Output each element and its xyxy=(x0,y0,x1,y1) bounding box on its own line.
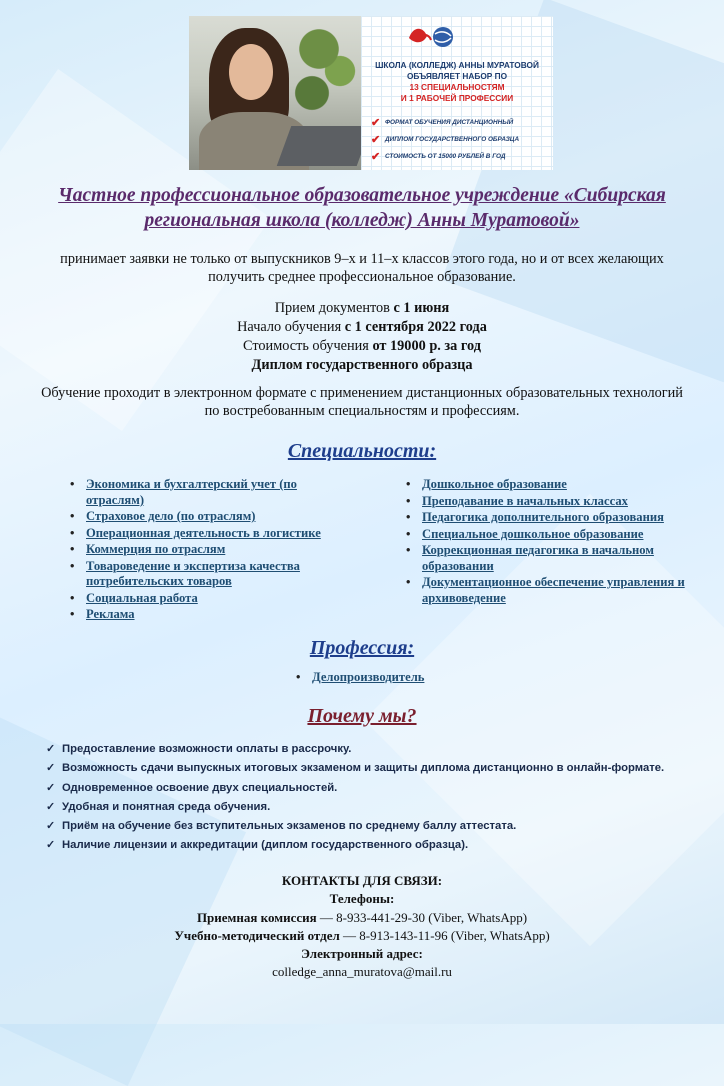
profession-list xyxy=(290,670,490,687)
why-us-list xyxy=(46,742,706,858)
specialties-list-right xyxy=(400,477,700,607)
specialty-item[interactable]: • Реклама xyxy=(64,607,354,623)
check-icon: ✔ xyxy=(371,134,381,146)
specialty-item[interactable]: • Дошкольное образование xyxy=(400,477,700,493)
specialties-heading: Специальности: xyxy=(287,440,437,462)
why-us-heading: Почему мы? xyxy=(307,705,417,727)
banner-title-line: И 1 РАБОЧЕЙ ПРОФЕССИИ xyxy=(400,93,514,103)
methodical-phone[interactable]: Учебно-методический отдел — 8-913-143-11-96 (Viber, WhatsApp) xyxy=(174,927,550,943)
specialty-item[interactable]: • Педагогика дополнительного образования xyxy=(400,510,700,526)
promo-banner xyxy=(189,16,553,170)
tuition-cost: Стоимость обучения от 19000 р. за год xyxy=(242,338,481,354)
admission-dates xyxy=(40,299,684,375)
docs-date: Прием документов с 1 июня xyxy=(274,300,450,316)
why-us-item: ✓ Возможность сдачи выпускных итоговых экзаменом и защиты диплома дистанционно в онлайн-формате. xyxy=(46,761,706,780)
specialty-item[interactable]: • Коррекционная педагогика в начальном образовании xyxy=(400,543,700,574)
why-us-item: ✓ Приём на обучение без вступительных экзаменов по среднему баллу аттестата. xyxy=(46,819,706,838)
student-photo xyxy=(189,16,361,170)
specialty-item[interactable]: • Документационное обеспечение управления и архивоведение xyxy=(400,575,700,606)
check-icon: ✔ xyxy=(371,151,381,163)
check-icon: ✔ xyxy=(371,117,381,129)
banner-bullets xyxy=(371,114,519,165)
why-us-item: ✓ Предоставление возможности оплаты в рассрочку. xyxy=(46,742,706,761)
banner-title-line: ОБЪЯВЛЯЕТ НАБОР ПО xyxy=(406,71,508,81)
specialty-item[interactable]: • Операционная деятельность в логистике xyxy=(64,526,354,542)
specialty-item[interactable]: • Страховое дело (по отраслям) xyxy=(64,509,354,525)
contacts-heading: КОНТАКТЫ ДЛЯ СВЯЗИ: xyxy=(281,873,443,888)
banner-bullet: ✔ ДИПЛОМ ГОСУДАРСТВЕННОГО ОБРАЗЦА xyxy=(371,134,520,146)
specialty-item[interactable]: • Коммерция по отраслям xyxy=(64,542,354,558)
organization-title: Частное профессиональное образовательное учреждение «Сибирская региональная школа (колледж) Анны Муратовой» xyxy=(58,185,666,231)
specialty-item[interactable]: • Товароведение и экспертиза качества потребительских товаров xyxy=(64,559,354,590)
banner-info-panel xyxy=(361,16,553,170)
banner-bullet: ✔ СТОИМОСТЬ ОТ 15000 РУБЛЕЙ В ГОД xyxy=(371,151,506,163)
why-us-item: ✓ Наличие лицензии и аккредитации (диплом государственного образца). xyxy=(46,838,706,857)
specialty-item[interactable]: • Социальная работа xyxy=(64,591,354,607)
specialties-list-left xyxy=(64,477,354,624)
school-logo-icon xyxy=(405,22,461,52)
email-label: Электронный адрес: xyxy=(301,946,423,962)
profession-heading: Профессия: xyxy=(309,637,415,659)
banner-title-line: 13 СПЕЦИАЛЬНОСТЯМ xyxy=(409,82,505,92)
specialty-item[interactable]: • Специальное дошкольное образование xyxy=(400,527,700,543)
phones-label: Телефоны: xyxy=(329,891,395,907)
specialty-item[interactable]: • Преподавание в начальных классах xyxy=(400,494,700,510)
online-format-paragraph: Обучение проходит в электронном формате с применением дистанционных образовательных технологий по востребованным специальностям и профессиям. xyxy=(41,385,683,419)
why-us-item: ✓ Удобная и понятная среда обучения. xyxy=(46,800,706,819)
banner-headline xyxy=(365,60,549,104)
intro-paragraph: принимает заявки не только от выпускников 9–х и 11–х классов этого года, но и от всех желающих получить среднее профессиональное образование. xyxy=(60,251,664,285)
banner-title-line: ШКОЛА (КОЛЛЕДЖ) АННЫ МУРАТОВОЙ xyxy=(375,60,539,70)
email-link[interactable]: colledge_anna_muratova@mail.ru xyxy=(272,964,452,980)
banner-bullet: ✔ ФОРМАТ ОБУЧЕНИЯ ДИСТАНЦИОННЫЙ xyxy=(371,117,514,129)
contacts-block xyxy=(0,872,724,982)
specialty-item[interactable]: • Экономика и бухгалтерский учет (по отраслям) xyxy=(64,477,354,508)
why-us-item: ✓ Одновременное освоение двух специальностей. xyxy=(46,781,706,800)
diploma-note: Диплом государственного образца xyxy=(251,357,473,373)
admission-phone[interactable]: Приемная комиссия — 8-933-441-29-30 (Viber, WhatsApp) xyxy=(196,909,528,925)
start-date: Начало обучения с 1 сентября 2022 года xyxy=(237,319,487,335)
profession-item[interactable]: • Делопроизводитель xyxy=(290,670,490,686)
